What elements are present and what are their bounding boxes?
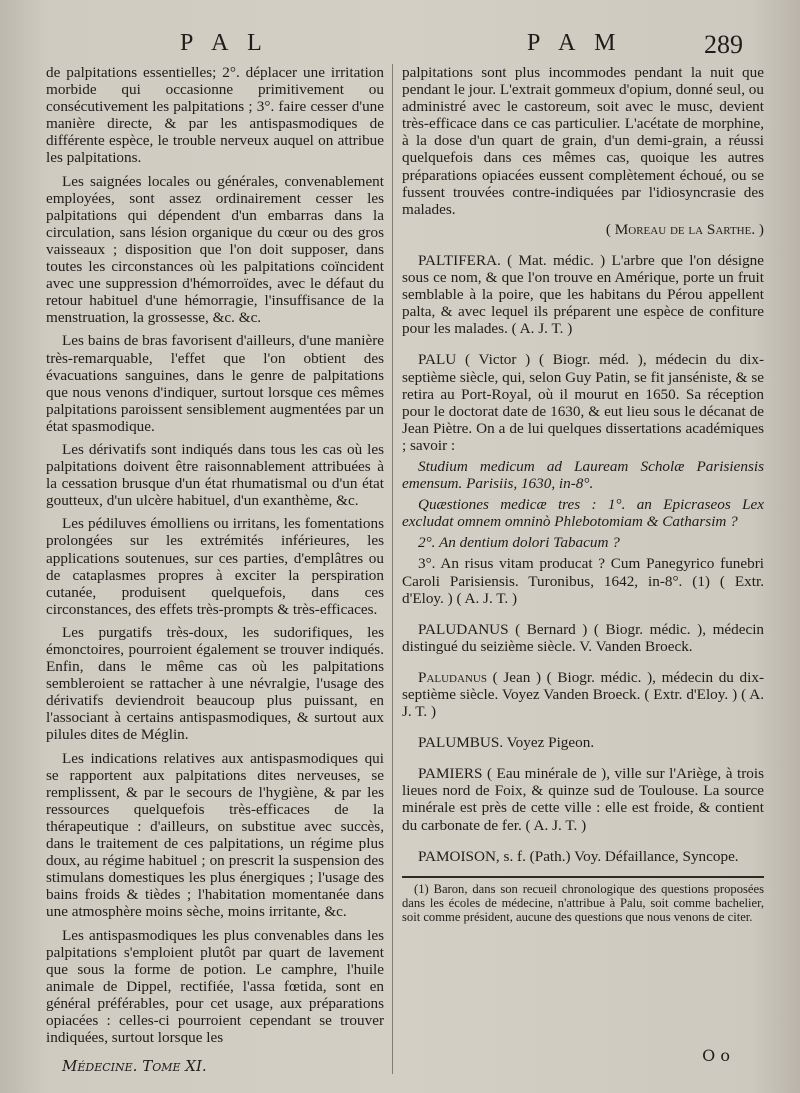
entry-body: ( Bernard ) ( Biogr. médic. ), médecin distingué du seizième siècle. V. Vanden Broeck.	[402, 620, 765, 655]
paragraph: palpitations sont plus incommodes pendant la nuit que pendant le jour. L'extrait gommeux d'opium, donné seul, ou administré avec le castoreum, soit avec le musc, devient très-efficace dans ce cas particulier. L'acétate de morphine, à la dose d'un quart de grain, d'un demi-grain, a réussi quelquefois dans ces mêmes cas, quoique les autres préparations opiacées eussent complètement échoué, ou se fussent trouvées contre-indiquées par l'idiosyncrasie des malades.	[402, 64, 764, 218]
dictionary-entry	[402, 765, 764, 833]
signature-line: Médecine. Tome XI.	[62, 1057, 207, 1075]
header-right: P A M	[527, 30, 623, 56]
entry-body: Voyez Pigeon.	[506, 734, 595, 752]
signature-mark: O o	[702, 1046, 730, 1065]
dictionary-entry	[402, 351, 764, 454]
entry-body: ( Eau minérale de ), ville sur l'Ariège, à trois lieues nord de Foix, & quinze sud de Toulouse. La source minérale est près de cette ville : elle est froide, & contient du carbonate de fer. ( A. J. T. )	[402, 765, 765, 834]
paragraph: Les dérivatifs sont indiqués dans tous les cas où les palpitations doivent être raisonnablement attribuées à la cessation brusque d'un état rhumatismal ou d'un état goutteux, d'un ulcère habituel, d'un exanthème, &c.	[46, 440, 384, 510]
dictionary-entry	[402, 555, 764, 606]
paragraph: Les indications relatives aux antispasmodiques qui se rapportent aux palpitations dites nerveuses, se remplissent, & par le secours de l'hygiène, & par les ressources quelquefois très-efficaces de la thérapeutique : d'ailleurs, on substitue avec succès, dans le traitement de ces palpitations, un régime plus doux, au régime habituel ; on prescrit la suspension des stimulans domestiques les plus énergiques ; l'usage des bains froids & tièdes ; l'habitation momentanée dans une atmosphère moins sèche, moins irritante, &c.	[46, 749, 384, 921]
author-credit: ( Moreau de la Sarthe. )	[605, 220, 764, 238]
footnote: (1) Baron, dans son recueil chronologique des questions proposées dans les écoles de médecine, n'attribue à Palu, soit comme bachelier, soit comme président, aucune des questions que nous venons de citer.	[402, 881, 764, 924]
entry-body: Studium medicum ad Lauream Scholæ Parisiensis emensum. Parisiis, 1630, in-8°.	[402, 457, 764, 493]
entry-head: PALTIFERA.	[418, 251, 501, 269]
entry-head: Paludanus	[418, 668, 487, 686]
paragraph: Les bains de bras favorisent d'ailleurs, d'une manière très-remarquable, l'effet que l'on obtient des évacuations sanguines, dans le genre de palpitations que nous venons d'indiquer, surtout lorsque ces mêmes palpitations paroissent sensiblement augmentées par un état spasmodique.	[46, 332, 384, 435]
paragraph: Les antispasmodiques les plus convenables dans les palpitations s'emploient plutôt par quart de lavement que sous la forme de potion. Le camphre, l'huile animale de Dippel, rectifiée, l'assa fœtida, sont en général préférables, pour cet usage, aux préparations opiacées : celles-ci pourroient cependant se trouver indiquées, surtout lorsque les	[46, 926, 384, 1047]
entry-body: ( Mat. médic. ) L'arbre que l'on désigne sous ce nom, & que l'on trouve en Amérique, porte un fruit semblable à la poire, que les habitans du Pérou appellent palta, & avec lequel ils préparent une espèce de confiture pour les malades. ( A. J. T. )	[402, 251, 765, 338]
entry-body: 2°. An dentium dolori Tabacum ?	[418, 534, 620, 552]
entry-head: PAMIERS	[418, 765, 483, 783]
header-left: P A L	[180, 30, 269, 56]
paragraph: Les saignées locales ou générales, convenablement employées, sont assez ordinairement cesser les palpitations qui dépendent d'un embarras dans la circulation, sans lésion organique du cœur ou des gros vaisseaux ; disposition que l'on doit supposer, dans toutes les circonstances où les palpitations coïncident avec une suppression d'hémorroïdes, avec le défaut du retour habituel d'une hémorragie, l'insuffisance de la menstruation, la grossesse, &c. &c.	[46, 172, 384, 327]
dictionary-entry	[402, 734, 764, 751]
dictionary-entry	[402, 496, 764, 530]
dictionary-entry	[402, 848, 764, 865]
entry-head: PALUDANUS	[418, 620, 509, 638]
right-column	[402, 64, 764, 924]
footnote-rule	[402, 876, 764, 878]
entry-head: PAMOISON,	[418, 847, 500, 865]
paragraph: de palpitations essentielles; 2°. déplacer une irritation morbide qui occasionne primitivement ou consécutivement les palpitations ; 3°. faire cesser d'une manière directe, & par les antispasmodiques de différente espèce, le trouble nerveux auquel on attribue les palpitations.	[46, 64, 384, 167]
column-divider	[392, 64, 393, 1074]
dictionary-entry	[402, 669, 764, 720]
entry-head: PALUMBUS.	[418, 734, 504, 752]
left-column	[46, 64, 384, 1046]
dictionary-entry	[402, 458, 764, 492]
paragraph: Les pédiluves émolliens ou irritans, les fomentations prolongées sur les extrémités inférieures, les applications soutenues, sur ces parties, d'emplâtres ou de cataplasmes propres à exciter la perspiration cutanée, produisent quelquefois, dans ces circonstances, des effets très-prompts & très-efficaces.	[46, 515, 384, 618]
dictionary-entry	[402, 252, 764, 337]
entry-body: ( Victor ) ( Biogr. méd. ), médecin du dix-septième siècle, qui, selon Guy Patin, se fit janséniste, & se retira au Port-Royal, où il mourut en 1650. Sa réception pour le doctorat date de 1630, & eut lieu sous le décanat de Jean Piètre. On a de lui quelques dissertations académiques ; savoir :	[402, 351, 764, 454]
entry-body: Quæstiones medicæ tres : 1°. an Epicraseos Lex excludat omnem omninò Phlebotomiam & Catharsim ?	[402, 496, 764, 531]
dictionary-entry	[402, 534, 764, 551]
entry-body: 3°. An risus vitam producat ? Cum Panegyrico funebri Caroli Parisiensis. Turonibus, 1642, in-8°. (1) ( Extr. d'Eloy. ) ( A. J. T. )	[402, 555, 764, 607]
entry-body: ( Jean ) ( Biogr. médic. ), médecin du dix-septième siècle. Voyez Vanden Broeck. ( Extr. d'Eloy. ) ( A. J. T. )	[402, 668, 764, 721]
dictionary-entry	[402, 621, 764, 655]
entry-body: s. f. (Path.) Voy. Défaillance, Syncope.	[503, 847, 739, 865]
running-header	[0, 30, 800, 64]
page-number: 289	[704, 30, 743, 59]
entry-head: PALU	[418, 351, 457, 369]
paragraph: Les purgatifs très-doux, les sudorifiques, les émonctoires, pourroient également se trouver indiqués. Enfin, dans le même cas où les palpitations sembleroient se rattacher à une névralgie, l'usage des dérivatifs deviendroit beaucoup plus puissant, en l'associant à certains antispasmodiques, & surtout aux pilules dites de Méglin.	[46, 623, 384, 744]
